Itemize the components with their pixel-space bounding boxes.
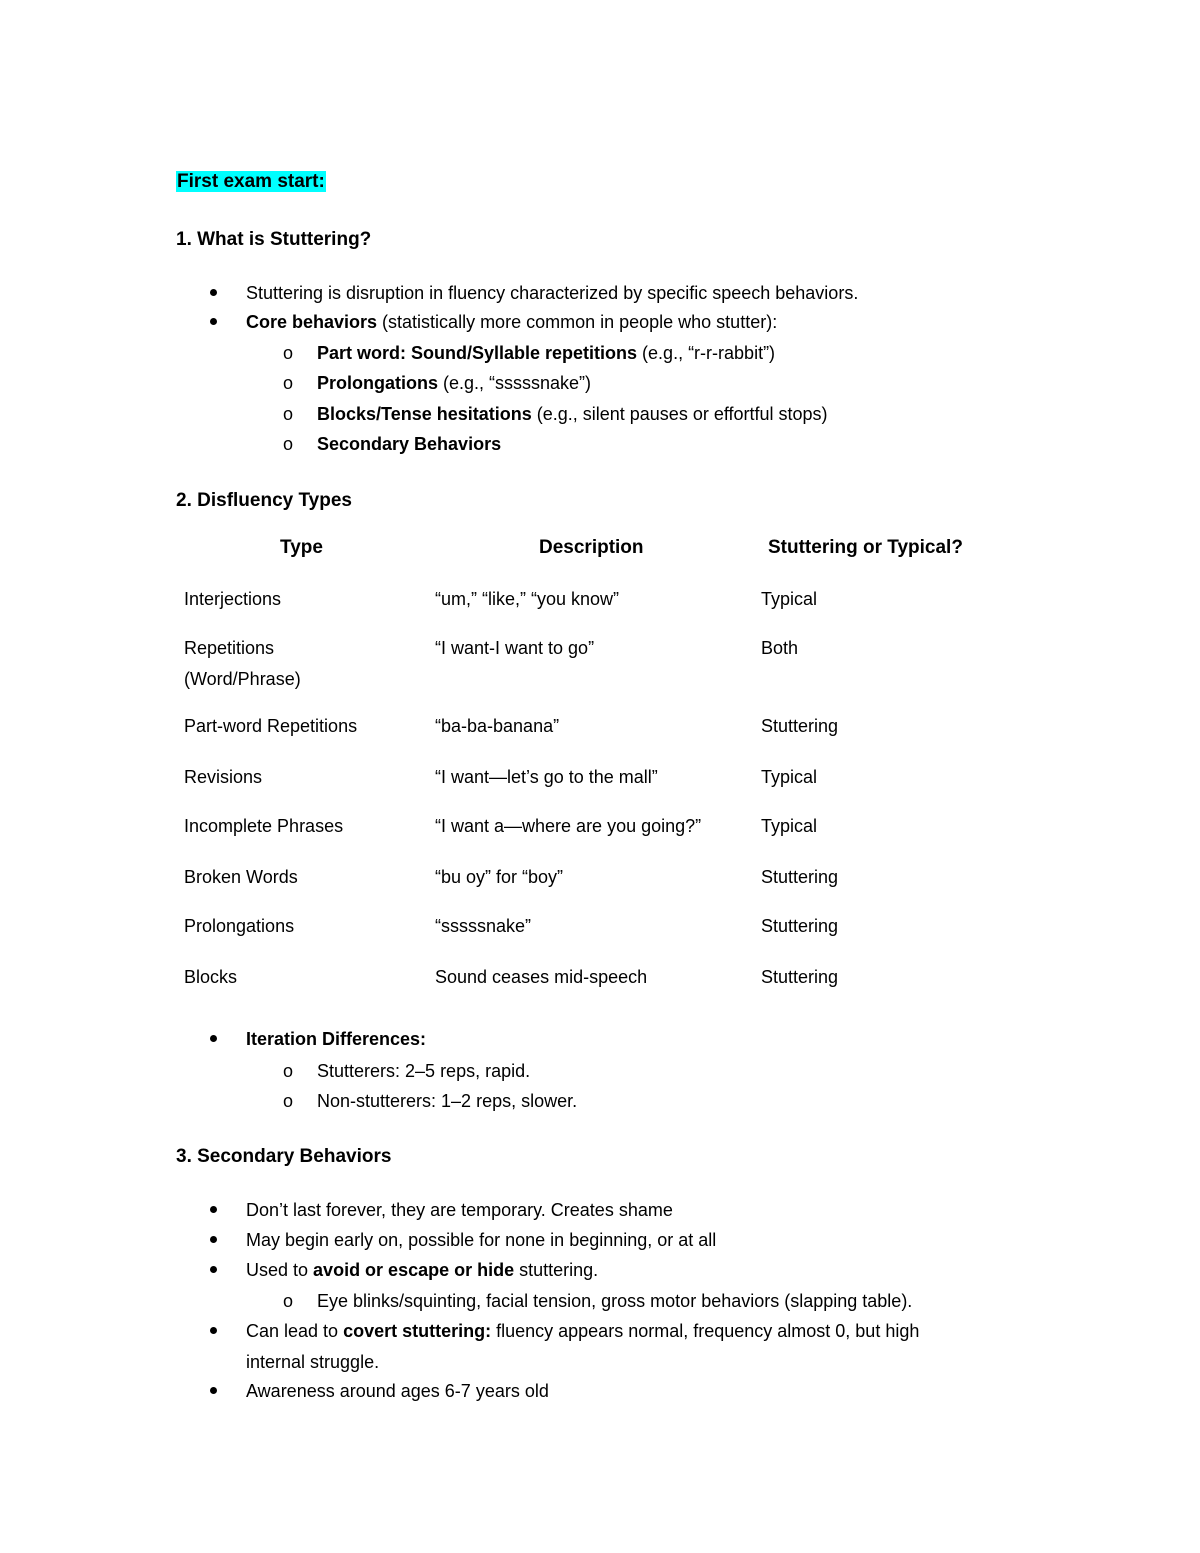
table-cell-description: “I want—let’s go to the mall” <box>435 767 658 787</box>
bullet-icon <box>210 279 220 289</box>
core-item-3-bold: Blocks/Tense hesitations <box>317 404 532 424</box>
b4-post: fluency appears normal, frequency almost 0, but high <box>491 1321 920 1341</box>
table-cell-classification: Typical <box>761 816 818 836</box>
table-cell-description: “I want-I want to go” <box>435 638 595 658</box>
sub-bullet-icon: o <box>283 373 294 393</box>
core-item-3-text: (e.g., silent pauses or effortful stops) <box>531 404 828 424</box>
table-cell-description: “um,” “like,” “you know” <box>435 589 620 609</box>
table-header-description: Description <box>539 537 644 558</box>
core-behaviors-text: (statistically more common in people who stutter): <box>377 312 778 332</box>
section1-bullet-1: Stuttering is disruption in fluency characterized by specific speech behaviors. <box>246 283 859 303</box>
exam-start-label <box>176 168 326 196</box>
bullet-icon <box>210 1317 220 1327</box>
table-cell-description: “sssssnake” <box>435 916 532 936</box>
iteration-differences-label: Iteration Differences: <box>246 1029 427 1049</box>
table-cell-type: Broken Words <box>184 867 298 887</box>
table-cell-description: “bu oy” for “boy” <box>435 867 564 887</box>
table-cell-classification: Stuttering <box>761 716 839 736</box>
b3-pre: Used to <box>246 1260 314 1280</box>
table-header-type: Type <box>280 537 323 558</box>
sub-bullet-icon: o <box>283 1061 294 1081</box>
core-item-3 <box>317 400 828 428</box>
table-header-classification: Stuttering or Typical? <box>768 537 963 558</box>
section3-heading: 3. Secondary Behaviors <box>176 1146 392 1167</box>
table-cell-description: “ba-ba-banana” <box>435 716 560 736</box>
sub-bullet-icon: o <box>283 1091 294 1111</box>
core-item-1 <box>317 339 775 367</box>
table-cell-classification: Typical <box>761 589 818 609</box>
core-item-1-bold: Part word: Sound/Syllable repetitions <box>317 343 638 363</box>
table-cell-type: Revisions <box>184 767 263 787</box>
section3-bullet-4-line2: internal struggle. <box>246 1352 380 1372</box>
core-item-2-text: (e.g., “sssssnake”) <box>438 373 592 393</box>
table-cell-type: Incomplete Phrases <box>184 816 344 836</box>
exam-start-highlight: First exam start: <box>177 171 325 192</box>
table-cell-type: Part-word Repetitions <box>184 716 358 736</box>
sub-bullet-icon: o <box>283 343 294 363</box>
core-item-4 <box>317 430 501 458</box>
core-behaviors-label: Core behaviors <box>246 312 378 332</box>
table-cell-description: “I want a—where are you going?” <box>435 816 702 836</box>
table-cell-type: Interjections <box>184 589 282 609</box>
core-item-2-bold: Prolongations <box>317 373 438 393</box>
bullet-icon <box>210 1196 220 1206</box>
table-cell-type: Blocks <box>184 967 238 987</box>
bullet-icon <box>210 1226 220 1236</box>
core-item-2 <box>317 369 591 397</box>
section3-bullet-3 <box>246 1256 598 1284</box>
bullet-icon <box>210 1256 220 1266</box>
iteration-item-1: Stutterers: 2–5 reps, rapid. <box>317 1061 531 1081</box>
section2-heading: 2. Disfluency Types <box>176 490 352 511</box>
b3-post: stuttering. <box>514 1260 599 1280</box>
section3-bullet-4 <box>246 1317 919 1345</box>
b4-bold: covert stuttering: <box>343 1321 492 1341</box>
section1-bullet-2 <box>246 308 777 336</box>
table-cell-classification: Typical <box>761 767 818 787</box>
sub-bullet-icon: o <box>283 434 294 454</box>
section3-bullet-5: Awareness around ages 6-7 years old <box>246 1381 549 1401</box>
bullet-icon <box>210 1025 220 1035</box>
bullet-icon <box>210 308 220 318</box>
section3-bullet-1: Don’t last forever, they are temporary. Creates shame <box>246 1200 673 1220</box>
section3-sub-item: Eye blinks/squinting, facial tension, gross motor behaviors (slapping table). <box>317 1291 913 1311</box>
table-cell-description: Sound ceases mid-speech <box>435 967 648 987</box>
table-cell-type: Prolongations <box>184 916 295 936</box>
sub-bullet-icon: o <box>283 404 294 424</box>
section3-bullet-2: May begin early on, possible for none in beginning, or at all <box>246 1230 717 1250</box>
iteration-item-2: Non-stutterers: 1–2 reps, slower. <box>317 1091 578 1111</box>
sub-bullet-icon: o <box>283 1291 294 1311</box>
core-item-4-bold: Secondary Behaviors <box>317 434 502 454</box>
bullet-icon <box>210 1377 220 1387</box>
table-cell-type: Repetitions <box>184 638 275 658</box>
table-cell-type-line2: (Word/Phrase) <box>184 669 301 689</box>
section1-heading: 1. What is Stuttering? <box>176 229 372 250</box>
table-cell-classification: Both <box>761 638 799 658</box>
table-cell-classification: Stuttering <box>761 867 839 887</box>
b4-pre: Can lead to <box>246 1321 344 1341</box>
table-cell-classification: Stuttering <box>761 916 839 936</box>
table-cell-classification: Stuttering <box>761 967 839 987</box>
b3-bold: avoid or escape or hide <box>313 1260 515 1280</box>
core-item-1-text: (e.g., “r-r-rabbit”) <box>637 343 776 363</box>
